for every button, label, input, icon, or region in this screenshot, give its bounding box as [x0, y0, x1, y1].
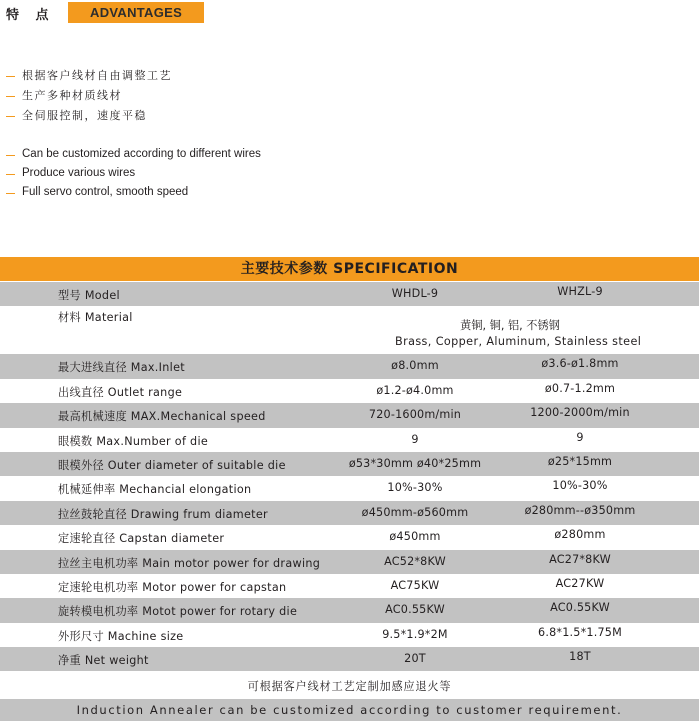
row-value-1: ø450mm: [389, 530, 441, 544]
row-value-2: ø3.6-ø1.8mm: [541, 357, 619, 371]
row-label: 旋转模电机功率 Motot power for rotary die: [58, 605, 298, 619]
row-value-1: ø1.2-ø4.0mm: [376, 383, 454, 397]
row-label: 材料 Material: [58, 311, 133, 325]
row-label: 最高机械速度 MAX.Mechanical speed: [58, 410, 266, 424]
feature-item-en: Produce various wires: [6, 164, 261, 183]
row-value-2: ø0.7-1.2mm: [544, 381, 616, 395]
feature-item-cn: 生产多种材质线材: [6, 86, 172, 106]
feature-item-en: Can be customized according to different wires: [6, 145, 261, 164]
row-label: 拉丝主电机功率 Main motor power for drawing: [58, 556, 321, 570]
row-label: 净重 Net weight: [58, 654, 149, 668]
dash-icon: [6, 193, 15, 194]
row-value-2: 10%-30%: [552, 479, 608, 493]
features-list-en: [6, 145, 261, 202]
row-label: 型号 Model: [58, 289, 120, 302]
advantages-badge-label: ADVANTAGES: [90, 5, 183, 20]
spec-table: [0, 282, 699, 671]
spec-row-model: [0, 282, 699, 306]
row-label: 机械延伸率 Mechancial elongation: [58, 483, 252, 497]
customization-note-cn: 可根据客户线材工艺定制加感应退火等: [247, 680, 452, 693]
dash-icon: [6, 174, 15, 175]
dash-icon: [6, 116, 15, 117]
row-value-1: ø450mm-ø560mm: [361, 505, 469, 519]
customization-note-en: Induction Annealer can be customized according to customer requirement.: [0, 699, 699, 721]
row-value-2: AC27*8KW: [549, 552, 611, 566]
row-value-1: AC0.55KW: [385, 603, 445, 617]
table-row: [0, 501, 699, 525]
table-row: [0, 550, 699, 574]
row-value-1: ø8.0mm: [391, 359, 439, 373]
spec-title: 主要技术参数 SPECIFICATION: [240, 261, 459, 277]
row-value-1: AC75KW: [390, 578, 440, 592]
row-value-1: 20T: [404, 652, 426, 666]
row-value-1: 10%-30%: [387, 481, 443, 495]
advantages-badge: [68, 2, 204, 23]
table-row: [0, 476, 699, 500]
table-row: [0, 403, 699, 427]
features-title: 特 点: [6, 8, 55, 23]
row-label: 最大进线直径 Max.Inlet: [58, 361, 185, 375]
table-row: [0, 598, 699, 622]
row-label: 拉丝鼓轮直径 Drawing frum diameter: [58, 507, 268, 521]
spec-header: [0, 257, 699, 281]
row-label: 定速轮电机功率 Motor power for capstan: [58, 580, 287, 594]
row-value-2: AC27KW: [555, 576, 605, 590]
row-value-2: ø280mm--ø350mm: [524, 503, 636, 517]
row-label: 眼模外径 Outer diameter of suitable die: [58, 458, 286, 472]
row-value-2: 1200-2000m/min: [530, 406, 630, 420]
feature-item-cn: 根据客户线材自由调整工艺: [6, 66, 172, 86]
row-value-1: AC52*8KW: [384, 554, 446, 568]
table-row: [0, 354, 699, 378]
row-value-1: 720-1600m/min: [368, 408, 462, 422]
row-label: 定速轮直径 Capstan diameter: [58, 532, 225, 546]
row-value-2: AC0.55KW: [550, 601, 610, 615]
feature-item-cn: 全伺服控制，速度平稳: [6, 106, 172, 126]
model-2: WHZL-9: [557, 285, 603, 298]
feature-item-en: Full servo control, smooth speed: [6, 183, 261, 202]
row-value-2: 9: [576, 430, 584, 444]
material-en: Brass, Copper, Aluminum, Stainless steel: [395, 335, 642, 349]
row-value-2: 18T: [569, 650, 591, 664]
row-label: 出线直径 Outlet range: [58, 385, 183, 399]
spec-row-material: [0, 306, 699, 354]
table-row: [0, 574, 699, 598]
dash-icon: [6, 96, 15, 97]
row-value-2: ø25*15mm: [547, 454, 613, 468]
row-value-2: 6.8*1.5*1.75M: [538, 625, 622, 639]
table-row: [0, 525, 699, 549]
row-label: 外形尺寸 Machine size: [58, 629, 184, 643]
table-row: [0, 647, 699, 671]
table-row: [0, 623, 699, 647]
model-1: WHDL-9: [391, 287, 439, 300]
material-cn: 黄铜, 铜, 铝, 不锈钢: [460, 319, 560, 333]
features-list-cn: [6, 66, 172, 126]
row-value-2: ø280mm: [554, 528, 606, 542]
table-row: [0, 379, 699, 403]
row-value-1: 9: [411, 432, 419, 446]
dash-icon: [6, 76, 15, 77]
row-value-1: ø53*30mm ø40*25mm: [348, 456, 482, 470]
table-row: [0, 428, 699, 452]
table-row: [0, 452, 699, 476]
row-value-1: 9.5*1.9*2M: [382, 627, 448, 641]
dash-icon: [6, 155, 15, 156]
row-label: 眼模数 Max.Number of die: [58, 434, 209, 448]
